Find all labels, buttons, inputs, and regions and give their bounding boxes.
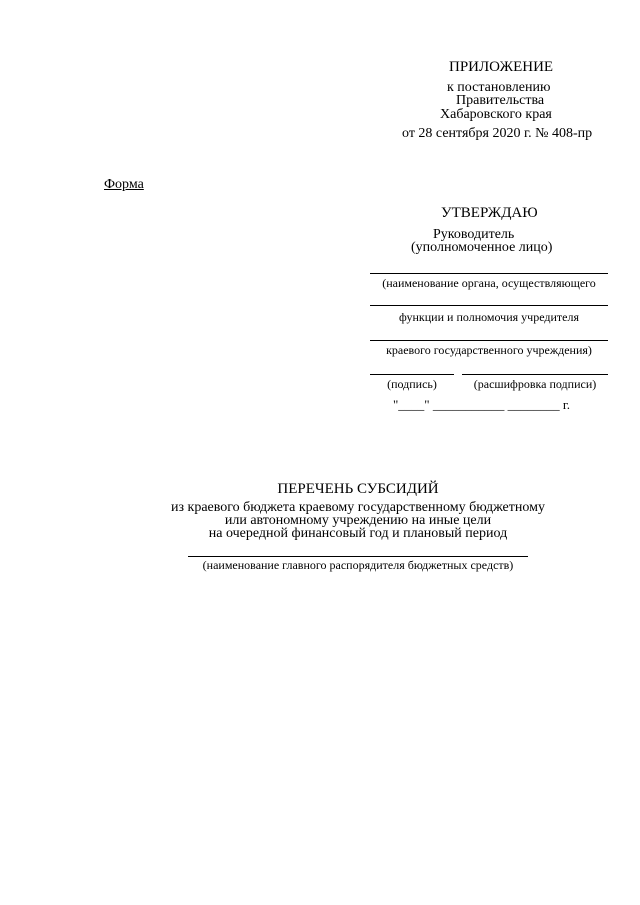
form-label: Форма: [104, 177, 144, 192]
org-name-line-3: [370, 340, 608, 341]
decoding-line: [462, 374, 608, 375]
org-name-caption-3: краевого государственного учреждения): [386, 343, 592, 357]
distributor-caption: (наименование главного распорядителя бюджетных средств): [202, 558, 514, 572]
distributor-line: [188, 556, 528, 557]
approval-title: УТВЕРЖДАЮ: [441, 205, 538, 221]
list-subtitle-3: на очередной финансовый год и плановый период: [208, 526, 508, 541]
org-name-line-1: [370, 273, 608, 274]
list-title: ПЕРЕЧЕНЬ СУБСИДИЙ: [277, 481, 439, 497]
appendix-line-4: от 28 сентября 2020 г. № 408-пр: [402, 126, 593, 141]
appendix-title: ПРИЛОЖЕНИЕ: [449, 59, 554, 75]
decoding-caption: (расшифровка подписи): [473, 377, 597, 391]
signature-line: [370, 374, 454, 375]
appendix-line-3: Хабаровского края: [440, 107, 552, 122]
signature-caption: (подпись): [387, 377, 437, 391]
org-name-line-2: [370, 305, 608, 306]
appendix-line-2: Правительства: [456, 93, 545, 108]
approval-role-note: (уполномоченное лицо): [411, 240, 553, 255]
org-name-caption-2: функции и полномочия учредителя: [399, 310, 579, 324]
approval-role: Руководитель: [433, 227, 515, 242]
list-subtitle-1: из краевого бюджета краевому государственному бюджетному: [171, 500, 545, 515]
org-name-caption-1: (наименование органа, осуществляющего: [382, 276, 596, 290]
approval-date: "____" ___________ ________ г.: [393, 397, 570, 412]
list-subtitle-2: или автономному учреждению на иные цели: [224, 513, 492, 528]
appendix-line-1: к постановлению: [447, 80, 551, 95]
